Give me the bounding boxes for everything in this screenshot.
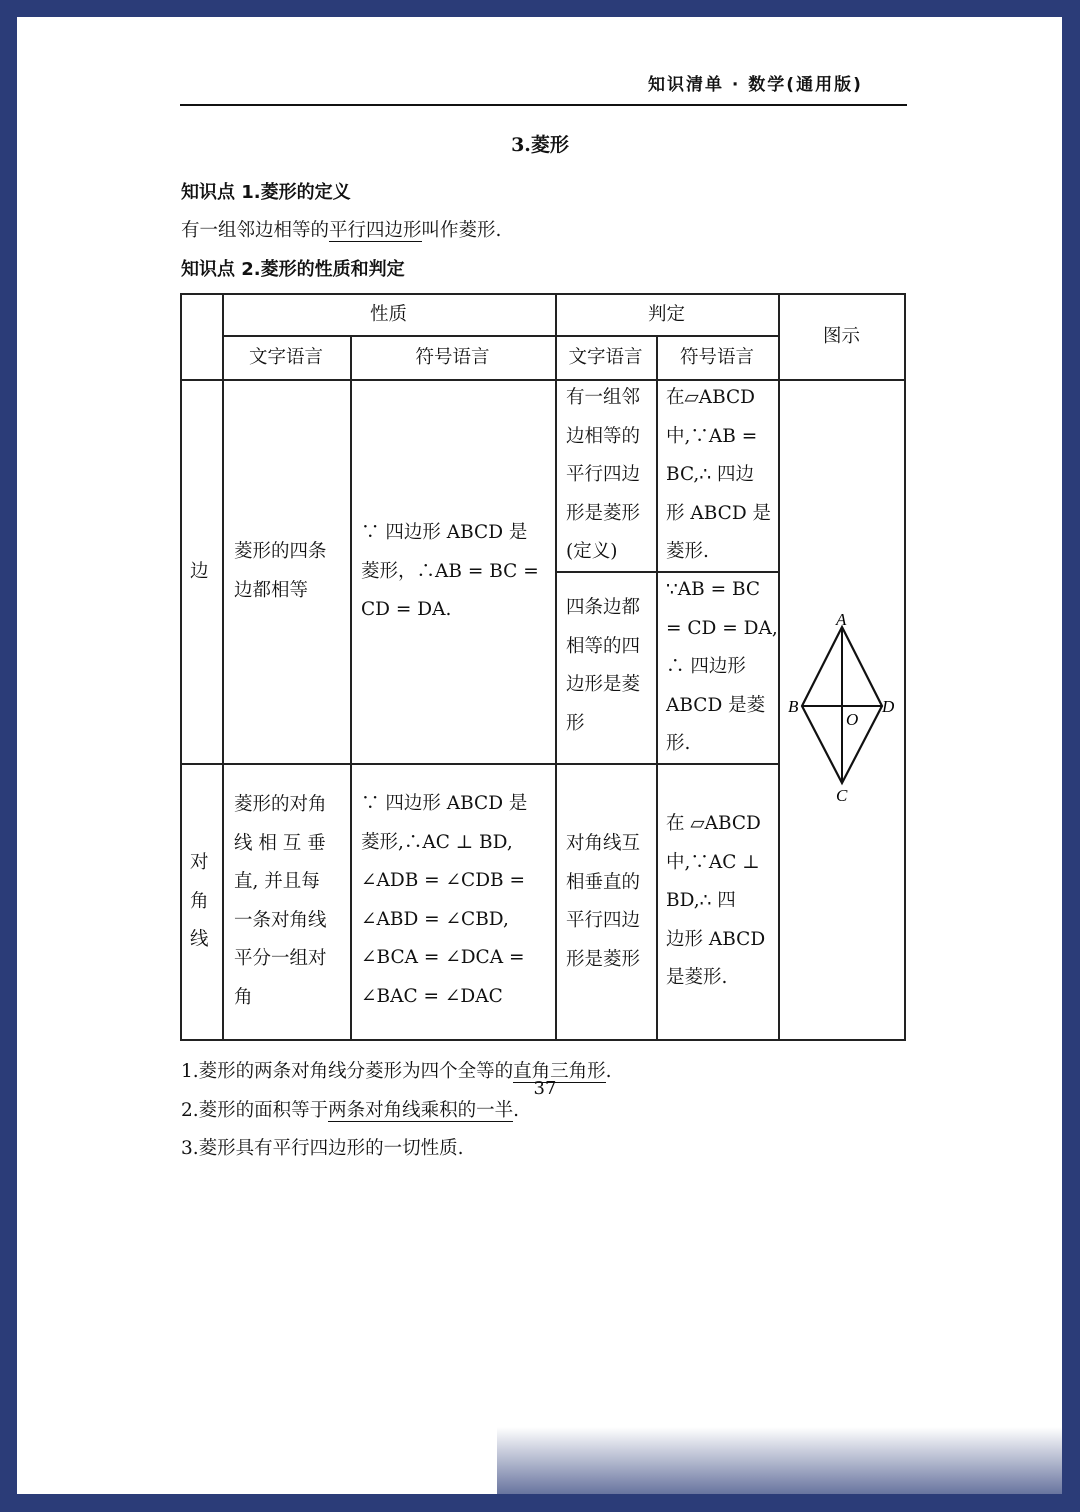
note-text: . xyxy=(513,1100,520,1121)
cell-line: (定义) xyxy=(566,541,618,562)
cell-line: ∠BCA = ∠DCA = xyxy=(361,947,525,968)
header-rule xyxy=(180,104,907,106)
cell-line: 平行四边 xyxy=(566,464,641,485)
cell-line: 直, 并且每 xyxy=(234,871,320,892)
cell-line: 相等的四 xyxy=(566,635,641,657)
cell-line: 角 xyxy=(234,986,253,1008)
note-3 xyxy=(181,1134,464,1160)
edge-property-text xyxy=(234,533,327,610)
edge-criterion-1-symbol xyxy=(666,379,771,572)
note-text: 2.菱形的面积等于 xyxy=(181,1100,329,1121)
edge-criterion-2-text xyxy=(566,589,640,743)
diagonal-property-symbol xyxy=(361,785,527,1016)
def-underlined: 平行四边形 xyxy=(329,220,422,241)
cell-line: = CD = DA, xyxy=(666,617,778,639)
note-underlined: 两条对角线乘积的一半 xyxy=(328,1100,514,1121)
cell-line: 形 ABCD 是 xyxy=(666,502,772,524)
cell-line: 四条边都 xyxy=(566,597,641,618)
cell-line: 边形 ABCD xyxy=(666,928,766,950)
cell-line: 对 xyxy=(190,852,209,873)
rhombus-figure xyxy=(780,605,904,805)
cell-line: 菱形，∴AB = BC = xyxy=(361,560,539,582)
section-title: 3.菱形 xyxy=(511,134,569,156)
cell-line: 对角线互 xyxy=(566,833,641,854)
note-text: 1.菱形的两条对角线分菱形为四个全等的 xyxy=(181,1061,514,1082)
cell-line: 形是菱形 xyxy=(566,502,641,524)
kp1-heading: 知识点 1.菱形的定义 xyxy=(181,182,351,203)
diagonal-property-text xyxy=(234,786,327,1017)
cell-line: 边相等的 xyxy=(566,425,641,447)
cell-line: ∵ 四边形 ABCD 是 xyxy=(361,793,528,814)
header-criteria: 判定 xyxy=(647,304,685,325)
cell-line: 菱形的对角 xyxy=(234,794,327,815)
kp2-heading: 知识点 2.菱形的性质和判定 xyxy=(181,259,405,280)
note-2 xyxy=(181,1096,519,1122)
cell-line: CD = DA. xyxy=(361,599,452,620)
diagonal-criterion-symbol xyxy=(666,805,765,998)
cell-line: 有一组邻 xyxy=(566,387,641,408)
edge-criterion-2-symbol xyxy=(666,571,778,764)
cell-line: 是菱形. xyxy=(666,967,728,988)
cell-line: 平分一组对 xyxy=(234,948,327,969)
cell-line: 形 xyxy=(566,712,585,734)
note-text: 3.菱形具有平行四边形的一切性质. xyxy=(181,1138,464,1159)
label-c: C xyxy=(836,786,848,805)
cell-line: 菱形,∴AC ⊥ BD, xyxy=(361,831,513,853)
note-text: . xyxy=(605,1061,612,1082)
cell-line: 边形是菱 xyxy=(566,674,641,695)
cell-line: 中,∵AB = xyxy=(666,425,758,447)
kp1-definition xyxy=(181,216,501,242)
cell-line: 中,∵AC ⊥ xyxy=(666,851,760,873)
note-underlined: 直角三角形 xyxy=(513,1061,606,1082)
header-figure: 图示 xyxy=(822,326,860,347)
cell-line: 在 ▱ABCD xyxy=(666,813,761,834)
cell-line: ∵ 四边形 ABCD 是 xyxy=(361,522,528,543)
cell-line: ∠ADB = ∠CDB = xyxy=(361,870,526,891)
cell-line: 平行四边 xyxy=(566,910,641,931)
diagonal-criterion-text xyxy=(566,825,640,979)
cell-line: 角 xyxy=(190,890,209,912)
cell-line: 形. xyxy=(666,733,691,754)
header-symbol-language-2: 符号语言 xyxy=(679,347,754,368)
cell-line: BC,∴ 四边 xyxy=(666,464,754,485)
def-before: 有一组邻边相等的 xyxy=(181,220,330,241)
label-a: A xyxy=(836,610,847,629)
cell-line: 线 xyxy=(190,929,209,950)
cell-line: 边都相等 xyxy=(234,579,309,601)
row-label-diagonal xyxy=(190,844,209,960)
cell-line: 菱形. xyxy=(666,541,709,562)
label-d: D xyxy=(882,697,895,716)
cell-line: 在▱ABCD xyxy=(666,387,756,408)
cell-line: ABCD 是菱 xyxy=(666,694,766,716)
cell-line: 边 xyxy=(190,561,209,582)
cell-line: ∴ 四边形 xyxy=(666,656,746,677)
cell-line: BD,∴ 四 xyxy=(666,890,736,911)
bottom-shadow xyxy=(497,1427,1062,1512)
cell-line: 菱形的四条 xyxy=(234,541,327,562)
cell-line: ∠ABD = ∠CBD, xyxy=(361,908,509,930)
edge-criterion-1-text xyxy=(566,379,640,572)
label-b: B xyxy=(788,697,799,716)
cell-line: 相垂直的 xyxy=(566,871,641,893)
label-o: O xyxy=(846,710,859,729)
running-header: 知识清单 · 数学(通用版) xyxy=(648,75,863,95)
edge-property-symbol xyxy=(361,514,539,630)
cell-line: 形是菱形 xyxy=(566,948,641,970)
cell-line: 一条对角线 xyxy=(234,909,327,931)
header-symbol-language: 符号语言 xyxy=(415,347,490,368)
def-after: 叫作菱形. xyxy=(421,220,502,241)
header-text-language-2: 文字语言 xyxy=(568,347,643,368)
page-number: 37 xyxy=(533,1078,557,1099)
cell-line: ∠BAC = ∠DAC xyxy=(361,985,503,1007)
header-properties: 性质 xyxy=(369,304,407,325)
cell-line: 线 相 互 垂 xyxy=(234,832,326,854)
row-label-edge xyxy=(190,553,209,592)
cell-line: ∵AB = BC xyxy=(666,579,761,600)
header-text-language: 文字语言 xyxy=(248,347,323,368)
